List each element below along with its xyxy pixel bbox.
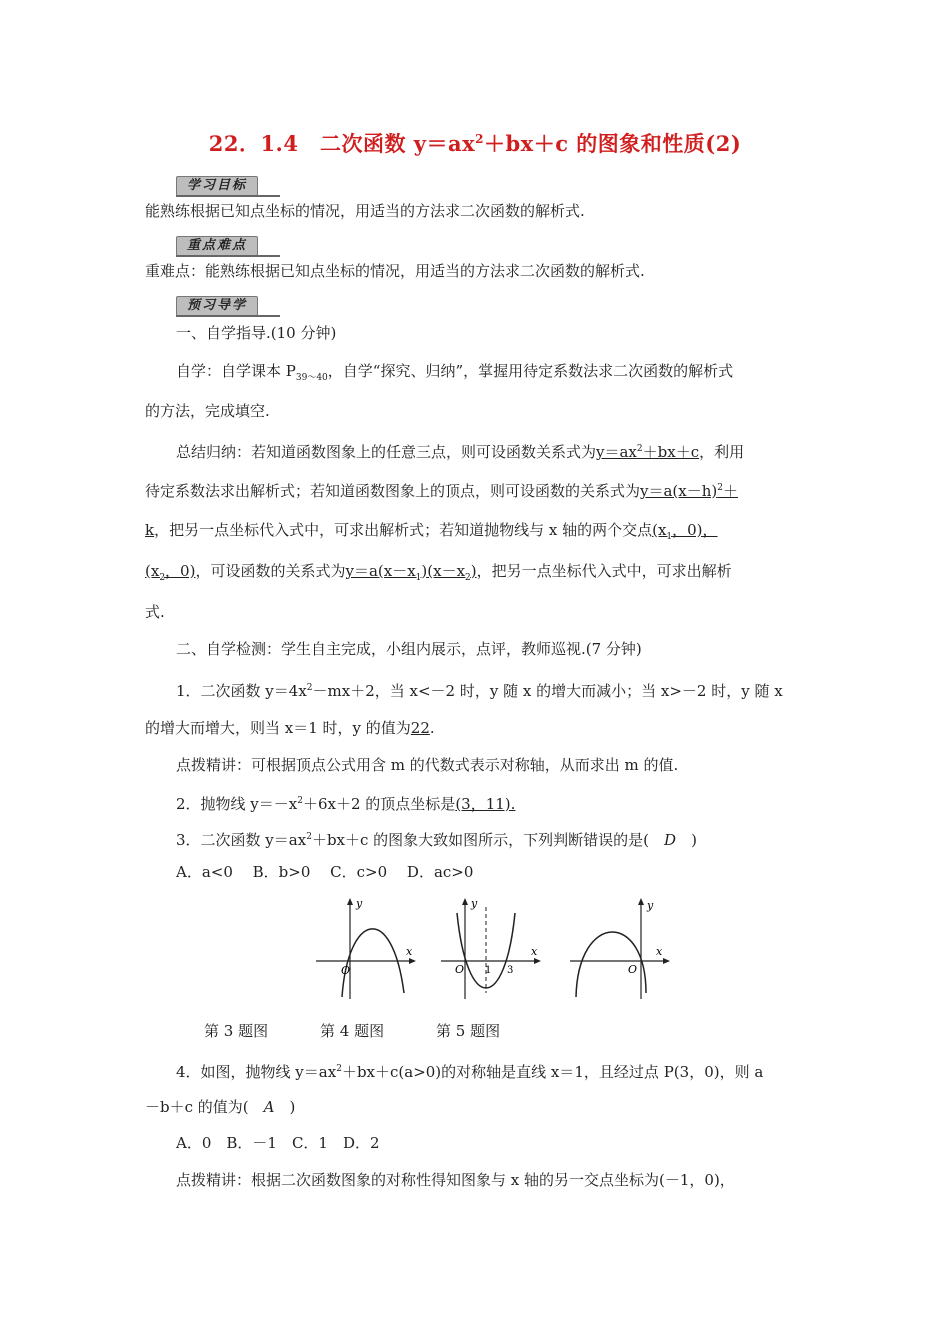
svg-text:x: x: [406, 945, 413, 958]
self-study-line-1: 自学：自学课本 $P_{39\sim 40}$，自学“探究、归纳”，掌握用待定系数法求二次函数的解析式: [176, 362, 734, 383]
section-2-heading: 二、自学检测：学生自主完成，小组内展示，点评，教师巡视.(7 分钟): [176, 640, 642, 658]
summary-line-4: ($x_2$，0)，可设函数的关系式为$y=a(x-x_1)(x-x_2)$，把另一点坐标代入式中，可求出解析: [145, 562, 732, 583]
badge-key-points: 重点难点: [176, 236, 280, 258]
question-3-options: A．a<0 B．b>0 C．c>0 D．ac>0: [176, 863, 474, 881]
goal-text: 能熟练根据已知点坐标的情况，用适当的方法求二次函数的解析式.: [145, 202, 585, 220]
svg-text:y: y: [471, 897, 478, 910]
svg-text:O: O: [455, 963, 465, 976]
figure-5-graph: [566, 893, 676, 1003]
section-1-heading: 一、自学指导.(10 分钟): [176, 324, 337, 342]
hint-1: 点拨精讲：可根据顶点公式用含 m 的代数式表示对称轴，从而求出 m 的值.: [176, 756, 679, 774]
svg-text:y: y: [356, 897, 363, 910]
question-4-line-2: －b＋c 的值为( A ): [145, 1098, 296, 1116]
figure-3-graph: [312, 893, 422, 1003]
caption-figure-4: 第 4 题图: [320, 1022, 385, 1040]
svg-text:3: 3: [507, 965, 514, 976]
lesson-title: 22．1.4 二次函数 $y=ax^2+bx+c$ 的图象和性质(2): [208, 131, 742, 156]
summary-line-3: k，把另一点坐标代入式中，可求出解析式；若知道抛物线与 x 轴的两个交点($x_1$，0)，: [145, 521, 718, 542]
self-study-line-2: 的方法，完成填空.: [145, 402, 270, 420]
summary-line-2: 待定系数法求出解析式；若知道函数图象上的顶点，则可设函数的关系式为$y=a(x-h)^2+$: [145, 482, 739, 500]
figure-4-graph: [437, 893, 547, 1003]
svg-text:O: O: [341, 964, 351, 977]
question-3: 3．二次函数 $y=ax^2+bx+c$ 的图象大致如图所示，下列判断错误的是( D ): [176, 831, 697, 849]
question-1-line-1: 1．二次函数 $y=4x^2-mx+2$，当 x<－2 时，y 随 x 的增大而减小；当 x>－2 时，y 随 x: [176, 682, 783, 700]
svg-text:x: x: [656, 945, 663, 958]
summary-line-1: 总结归纳：若知道函数图象上的任意三点，则可设函数关系式为$y=ax^2+bx+c$，利用: [176, 443, 745, 461]
svg-text:O: O: [628, 963, 638, 976]
summary-line-5: 式.: [145, 603, 165, 621]
svg-text:x: x: [531, 945, 538, 958]
svg-text:y: y: [647, 899, 654, 912]
caption-figure-3: 第 3 题图: [204, 1022, 269, 1040]
svg-text:1: 1: [485, 965, 492, 976]
question-4-options: A．0 B．－1 C．1 D．2: [176, 1134, 380, 1152]
question-4-line-1: 4．如图，抛物线 $y=ax^2+bx+c(a>0)$的对称轴是直线 x＝1，且经过点 P(3，0)，则 a: [176, 1063, 764, 1081]
key-text: 重难点：能熟练根据已知点坐标的情况，用适当的方法求二次函数的解析式.: [145, 262, 645, 280]
badge-learning-goal: 学习目标: [176, 176, 280, 198]
question-1-line-2: 的增大而增大，则当 x＝1 时，y 的值为22.: [145, 719, 435, 737]
hint-2: 点拨精讲：根据二次函数图象的对称性得知图象与 x 轴的另一交点坐标为(－1，0)，: [176, 1171, 735, 1189]
caption-figure-5: 第 5 题图: [436, 1022, 501, 1040]
badge-preview: 预习导学: [176, 296, 280, 318]
question-2: 2．抛物线 $y=-x^2+6x+2$ 的顶点坐标是(3，11).: [176, 795, 516, 813]
